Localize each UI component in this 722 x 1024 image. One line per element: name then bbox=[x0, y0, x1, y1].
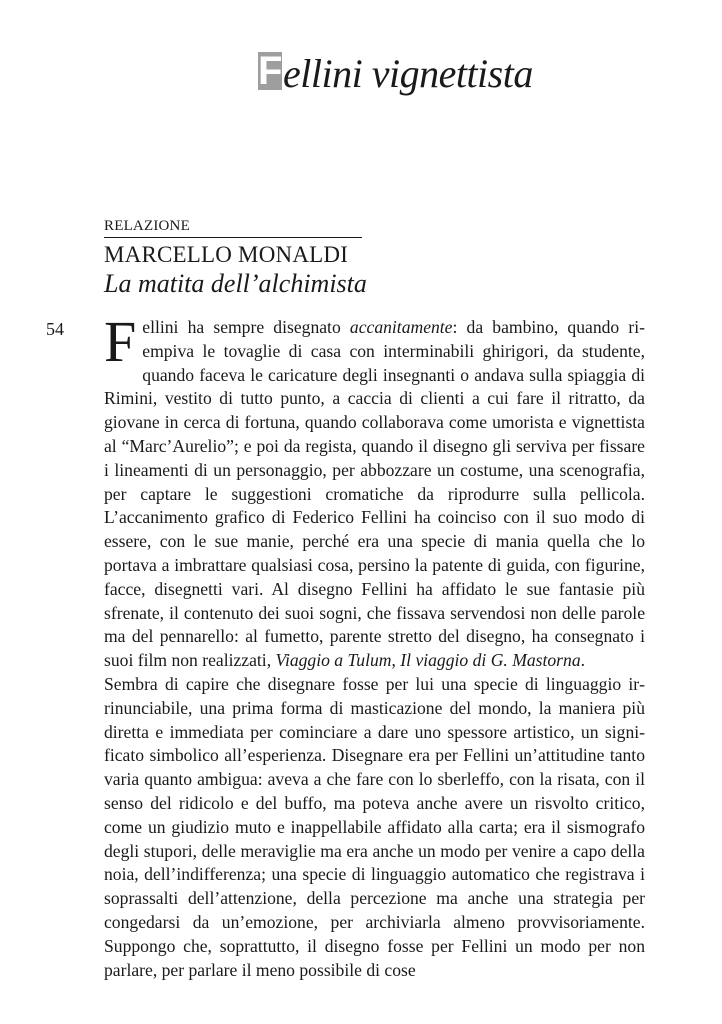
author-name: MARCELLO MONALDI bbox=[104, 242, 349, 267]
running-title-initial: F bbox=[258, 52, 282, 90]
section-rule bbox=[104, 237, 362, 238]
running-title-text: ellini vignettista bbox=[283, 51, 533, 96]
drop-cap: F bbox=[104, 309, 137, 374]
running-title bbox=[258, 52, 533, 96]
film-title-mastorna: Il viaggio di G. Mastorna bbox=[400, 650, 581, 671]
page-number: 54 bbox=[46, 319, 64, 339]
film-title-viaggio-a-tulum: Viaggio a Tulum bbox=[275, 650, 392, 671]
paragraph-1-text: ellini ha sempre disegnato bbox=[142, 317, 350, 337]
paragraph-1-end: . bbox=[580, 650, 586, 671]
article-body bbox=[104, 309, 645, 982]
section-label: RELAZIONE bbox=[104, 218, 190, 234]
emphasis-accanitamente: accanitamente bbox=[349, 317, 453, 337]
paragraph-1-separator: , bbox=[391, 650, 401, 671]
article-title: La matita dell’alchimista bbox=[104, 269, 367, 298]
paragraph-1 bbox=[104, 309, 645, 673]
paragraph-1-text-cont: : da bambino, quando riempiva le tovaglie di casa con interminabili ghirigori, da studente, quando faceva le caricature degli insegnanti o andava sulla spiaggia di Rimini, vestito di tutto punto, a caccia di clienti a cui fare il ritratto, da giovane in cerca di fortuna, quando collaborava come umorista e vignettista al “Marc’Aurelio”; e poi da regista, quando il disegno gli serviva per fissare i lineamenti di un personaggio, per abbozzare un costume, una scenografia, per captare le suggestioni cromatiche da riprodurre sulla pellicola. L’accanimento grafico di Federico Fellini ha coinciso con il suo modo di essere, con le sue manie, perché era una specie di mania quella che lo portava a imbrattare qualsiasi cosa, persino la patente di guida, con figurine, facce, disegnetti vari. Al disegno Fellini ha affidato le sue fantasie più sfrenate, il contenuto dei suoi sogni, che fissava servendosi non delle parole ma del pennarello: al fumetto, parente stretto del disegno, ha consegnato i suoi film non realizzati, bbox=[104, 317, 645, 671]
paragraph-2: Sembra di capire che disegnare fosse per lui una specie di linguaggio irrinunciabile, una prima forma di masticazione del mondo, la maniera più diretta e immediata per cominciare a dare uno spessore artistico, un significato simbolico all’esperienza. Disegnare era per Fellini un’attitudine tanto varia quanto ambigua: aveva a che fare con lo sberleffo, con la risata, con il senso del ridicolo e del buffo, ma poteva anche avere un risvolto critico, come un giudizio muto e inappellabile affidato alla carta; era il sismografo degli stupori, delle meraviglie ma era anche un modo per venire a capo della noia, dell’indifferenza; una specie di linguaggio automatico che registrava i soprassalti dell’attenzione, della percezione ma anche una strategia per congedarsi da un’emozione, per archiviarla almeno provvisoriamente. Suppongo che, soprattutto, il disegno fosse per Fellini un modo per non parlare, per parlare il meno possibile di cose bbox=[104, 673, 645, 980]
